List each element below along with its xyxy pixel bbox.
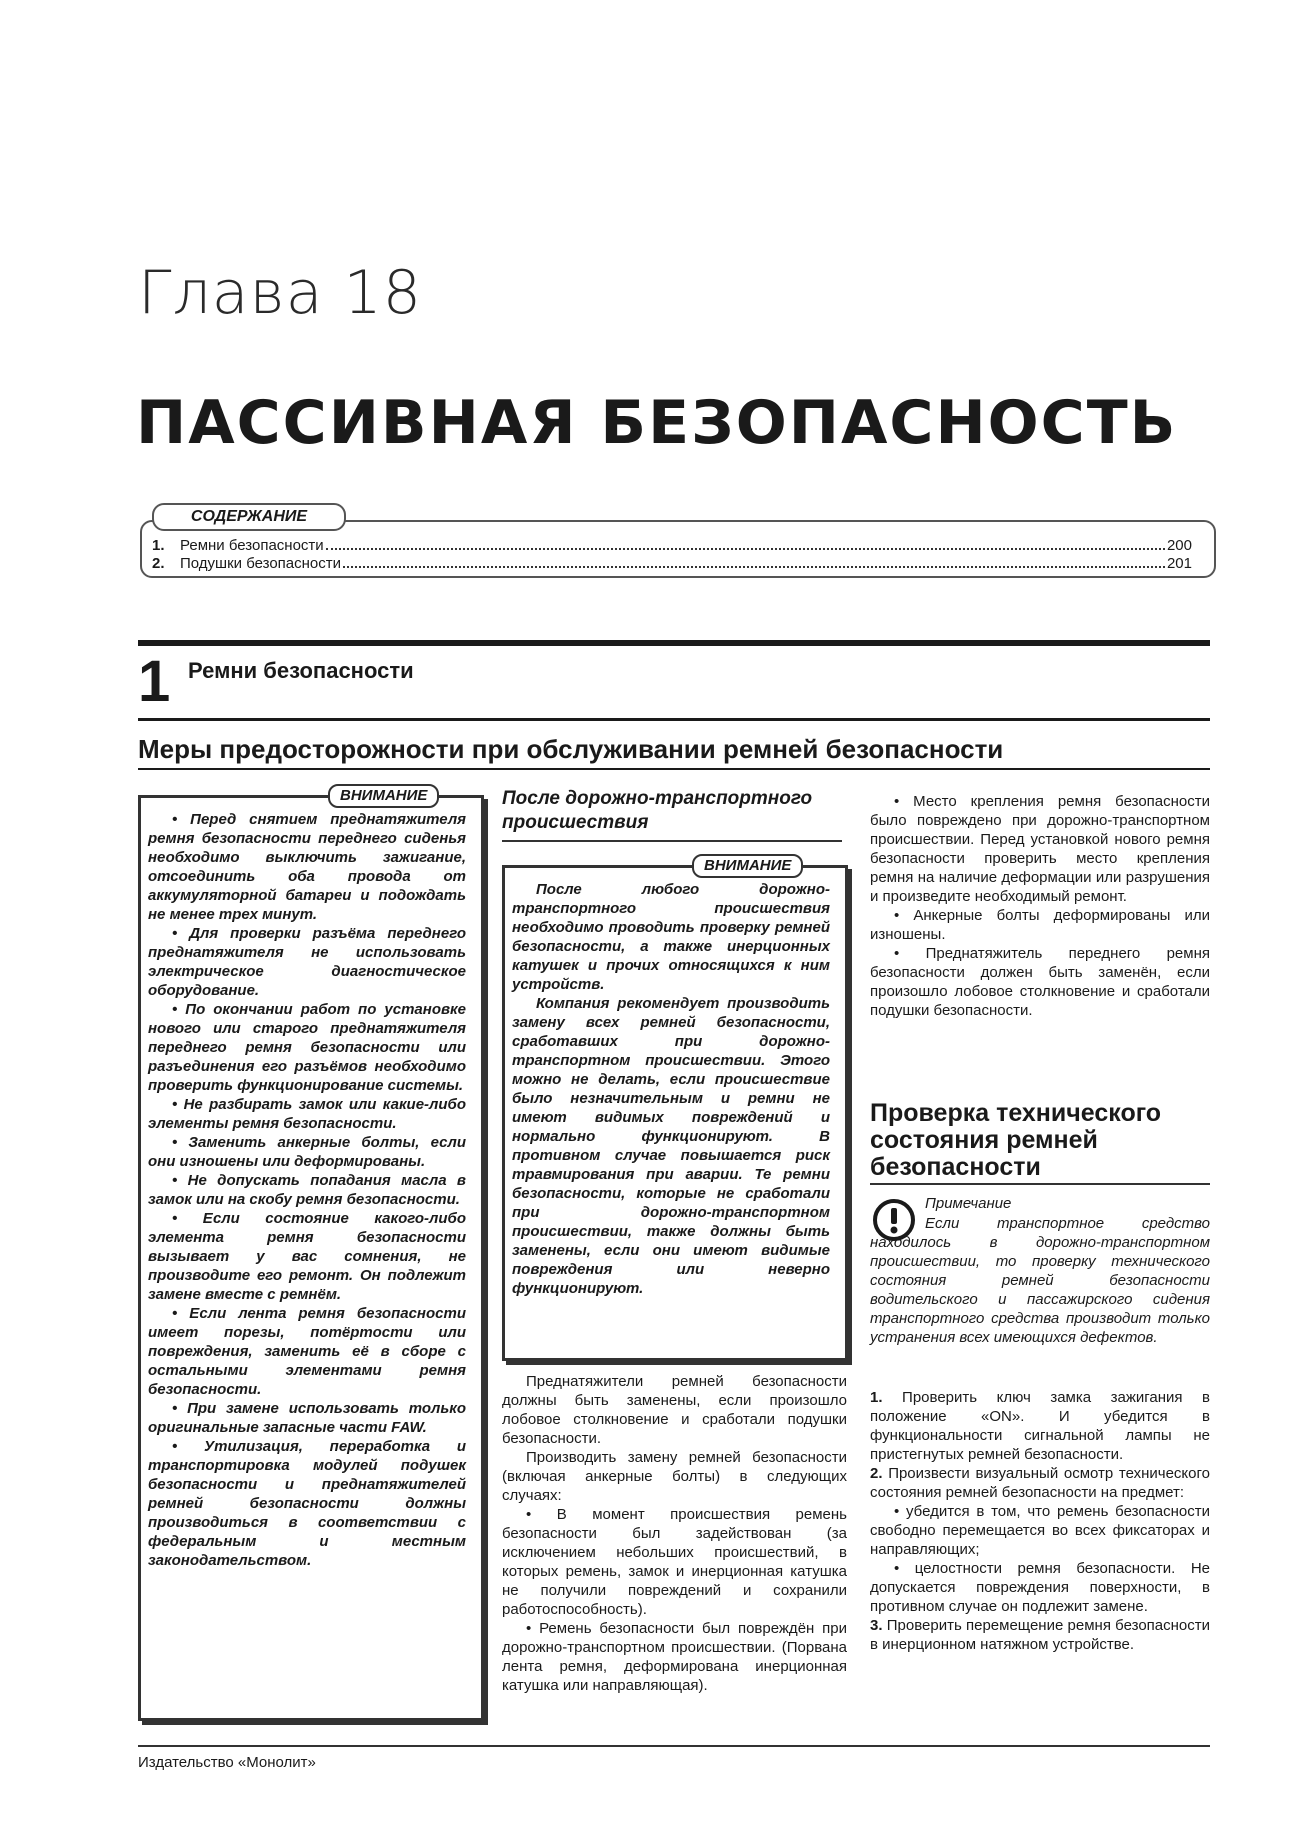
col3-steps bbox=[870, 1388, 1210, 1654]
footer-publisher: Издательство «Монолит» bbox=[138, 1754, 316, 1771]
attention-badge: ВНИМАНИЕ bbox=[328, 784, 439, 808]
warning-text-middle bbox=[512, 880, 830, 1298]
col2-heading-rule bbox=[502, 840, 842, 842]
toc-item[interactable] bbox=[152, 555, 1192, 572]
toc-item-label: Подушки безопасности bbox=[180, 555, 342, 572]
step-item bbox=[870, 1388, 1210, 1464]
body-paragraph: • Преднатяжитель переднего ремня безопасности должен быть заменён, если произошло лобовое столкновение и сработали подушки безопасности. bbox=[870, 945, 1210, 1019]
warning-item: • Для проверки разъёма переднего преднатяжителя не использовать электрическое диагностическое оборудование. bbox=[148, 925, 466, 999]
body-paragraph: • Ремень безопасности был повреждён при дорожно-транспортном происшествии. (Порвана лента ремня, деформирована инерционная катушка или направляющая). bbox=[502, 1620, 847, 1694]
step-text: Проверить перемещение ремня безопасности в инерционном натяжном устройстве. bbox=[870, 1617, 1210, 1653]
section-number: 1 bbox=[138, 649, 171, 714]
warning-text-left bbox=[148, 810, 466, 1570]
toc-item-number: 2. bbox=[152, 555, 165, 572]
bullet-item: • целостности ремня безопасности. Не допускается повреждения поверхности, в противном случае он подлежит замене. bbox=[870, 1560, 1210, 1615]
col3-body-top bbox=[870, 792, 1210, 1020]
body-paragraph: • Анкерные болты деформированы или изношены. bbox=[870, 907, 1210, 943]
section-rule-top bbox=[138, 640, 1210, 646]
chapter-label: Глава 18 bbox=[138, 258, 422, 328]
warning-item: • Если лента ремня безопасности имеет порезы, потёртости или повреждения, заменить её в сборе с остальными элементами ремня безопасности. bbox=[148, 1305, 466, 1398]
body-paragraph: Преднатяжители ремней безопасности должны быть заменены, если произошло лобовое столкновение и сработали подушки безопасности. bbox=[502, 1373, 847, 1447]
step-text: Проверить ключ замка зажигания в положение «ON». И убедится в функциональности сигнальной лампы не пристегнутых ремней безопасности. bbox=[870, 1389, 1210, 1463]
bullet-item: • убедится в том, что ремень безопасности свободно перемещается во всех фиксаторах и направляющих; bbox=[870, 1503, 1210, 1558]
toc-badge: СОДЕРЖАНИЕ bbox=[152, 503, 346, 531]
toc-item-page: 201 bbox=[1166, 555, 1192, 572]
chapter-title: ПАССИВНАЯ БЕЗОПАСНОСТЬ bbox=[136, 388, 1178, 458]
warning-item: • Не разбирать замок или какие-либо элементы ремня безопасности. bbox=[148, 1096, 466, 1132]
body-paragraph: • Место крепления ремня безопасности было повреждено при дорожно-транспортном происшествии. Перед установкой нового ремня безопасности проверить место крепления ремня на наличие деформации или разрушения и произведите необходимый ремонт. bbox=[870, 793, 1210, 905]
toc-leader bbox=[326, 537, 1165, 550]
warning-item: • По окончании работ по установке нового или старого преднатяжителя переднего ремня безопасности или разъединения его разъёмов необходимо проверить функционирование системы. bbox=[148, 1001, 466, 1094]
subsection-rule bbox=[138, 768, 1210, 770]
section-title: Ремни безопасности bbox=[188, 658, 414, 683]
warning-item: • Перед снятием преднатяжителя ремня безопасности переднего сиденья необходимо выключить зажигание, отсоединить оба провода от аккумуляторной батареи и подождать не менее трех минут. bbox=[148, 811, 466, 923]
body-paragraph: • В момент происшествия ремень безопасности был задействован (за исключением небольших происшествий, в которых ремень, замок и инерционная катушка не получили повреждений и сохранили работоспособность). bbox=[502, 1506, 847, 1618]
warning-item: • Если состояние какого-либо элемента ремня безопасности вызывает у вас сомнения, не производите его ремонт. Он подлежит замене вместе с ремнём. bbox=[148, 1210, 466, 1303]
col3-heading-rule bbox=[870, 1183, 1210, 1185]
col2-heading: После дорожно-транспортного происшествия bbox=[502, 788, 813, 833]
toc-item[interactable] bbox=[152, 537, 1192, 554]
section-rule-bottom bbox=[138, 718, 1210, 721]
step-item bbox=[870, 1616, 1210, 1654]
toc-leader bbox=[343, 555, 1165, 568]
step-text: Произвести визуальный осмотр технического состояния ремней безопасности на предмет: bbox=[870, 1465, 1210, 1501]
step-number: 3. bbox=[870, 1617, 883, 1634]
subsection-heading: Меры предосторожности при обслуживании ремней безопасности bbox=[138, 734, 1004, 764]
footer-rule bbox=[138, 1745, 1210, 1747]
toc-item-label: Ремни безопасности bbox=[180, 537, 324, 554]
warning-item: • Утилизация, переработка и транспортировка модулей подушек безопасности и преднатяжителей ремней безопасности должны производиться в соответствии с федеральным и местным законодательством. bbox=[148, 1438, 466, 1569]
warning-item: Компания рекомендует производить замену всех ремней безопасности, сработавших при дорожно-транспортном происшествии. Этого можно не делать, если происшествие было незначительным и ремни не имеют видимых повреждений и нормально функционируют. В противном случае повышается риск травмирования при аварии. Те ремни безопасности, которые не сработали при дорожно-транспортном происшествии, также должны быть заменены, если они имеют видимые повреждения или неверно функционируют. bbox=[512, 995, 830, 1297]
warning-item: • При замене использовать только оригинальные запасные части FAW. bbox=[148, 1400, 466, 1436]
col2-body bbox=[502, 1372, 847, 1695]
toc-item-number: 1. bbox=[152, 537, 165, 554]
toc-item-page: 200 bbox=[1166, 537, 1192, 554]
note-title: Примечание bbox=[925, 1195, 1012, 1212]
step-item bbox=[870, 1464, 1210, 1502]
attention-badge: ВНИМАНИЕ bbox=[692, 854, 803, 878]
step-number: 1. bbox=[870, 1389, 883, 1406]
warning-item: • Не допускать попадания масла в замок или на скобу ремня безопасности. bbox=[148, 1172, 466, 1208]
col3-heading: Проверка технического состояния ремней безопасности bbox=[870, 1099, 1162, 1181]
warning-item: После любого дорожно-транспортного происшествия необходимо проводить проверку ремней безопасности, а также инерционных катушек и прочих относящихся к ним устройств. bbox=[512, 881, 830, 993]
warning-item: • Заменить анкерные болты, если они изношены или деформированы. bbox=[148, 1134, 466, 1170]
note-text: Если транспортное средство находилось в дорожно-транспортном происшествии, то проверку технического состояния ремней безопасности водительского и пассажирского сидения транспортного средства производит только устранения всех имеющихся дефектов. bbox=[870, 1215, 1210, 1346]
step-number: 2. bbox=[870, 1465, 883, 1482]
body-paragraph: Производить замену ремней безопасности (включая анкерные болты) в следующих случаях: bbox=[502, 1449, 847, 1504]
